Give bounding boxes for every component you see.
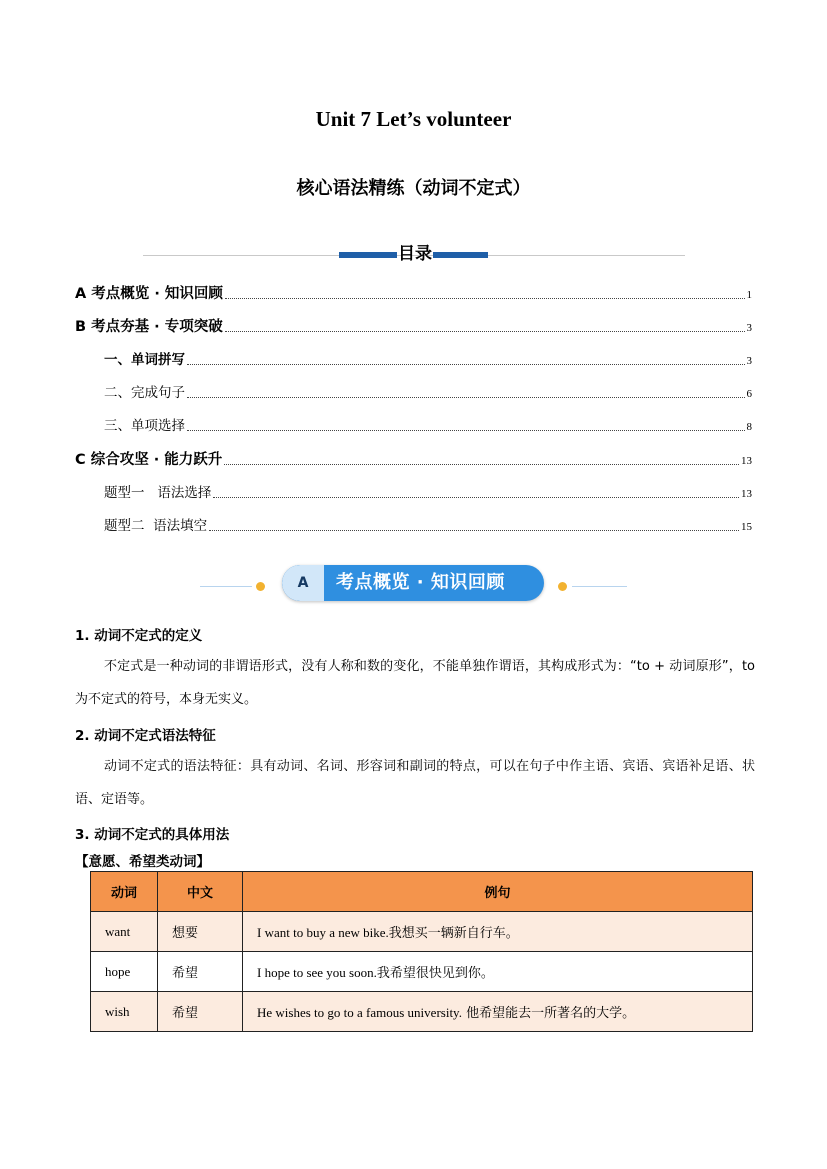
toc-entry-label: 三、单项选择 <box>104 418 185 434</box>
section-2-heading: 2. 动词不定式语法特征 <box>75 728 216 744</box>
toc-entry-page: 13 <box>741 488 752 500</box>
banner-dot-left <box>256 582 265 591</box>
toc-entry-page: 3 <box>746 322 752 334</box>
cell-chinese-text: 希望 <box>172 966 199 981</box>
example-zh: 我希望很快见到你。 <box>376 966 494 981</box>
toc-leader <box>225 330 745 332</box>
verb-group-title: 【意愿、希望类动词】 <box>75 854 210 870</box>
toc-entry-b2[interactable] <box>104 382 752 402</box>
cell-chinese-text: 希望 <box>172 1006 199 1021</box>
toc-leader <box>209 529 739 531</box>
cell-chinese-text: 想要 <box>172 926 199 941</box>
cell-example <box>243 992 753 1032</box>
toc-leader <box>187 396 745 398</box>
cell-chinese <box>158 952 243 992</box>
toc-banner <box>143 243 685 265</box>
section-2-body: 动词不定式的语法特征：具有动词、名词、形容词和副词的特点，可以在句子中作主语、宾语、宾语补足语、状语、定语等。 <box>75 759 755 807</box>
section-1-body: 不定式是一种动词的非谓语形式，没有人称和数的变化，不能单独作谓语，其构成形式为：“to + 动词原形”，to 为不定式的符号，本身无实义。 <box>75 659 755 707</box>
example-en: I hope to see you soon. <box>257 965 377 980</box>
example-zh: 我想买一辆新自行车。 <box>388 926 519 941</box>
document-subtitle: 核心语法精练（动词不定式） <box>296 178 531 199</box>
section-a-banner <box>200 565 627 605</box>
toc-entry-label: 一、单词拼写 <box>104 352 185 368</box>
toc-entry-b[interactable] <box>75 316 752 336</box>
toc-entry-a[interactable] <box>75 283 752 303</box>
banner-line-left <box>200 586 252 587</box>
cell-chinese <box>158 912 243 952</box>
document-title: Unit 7 Let’s volunteer <box>315 107 512 131</box>
section-1-heading: 1. 动词不定式的定义 <box>75 628 203 644</box>
cell-chinese <box>158 992 243 1032</box>
toc-heading: 目录 <box>398 244 432 264</box>
toc-entry-label: 二、完成句子 <box>104 385 185 401</box>
header-chinese: 中文 <box>158 872 243 912</box>
toc-entry-label: C 综合攻坚 · 能力跃升 <box>75 452 223 468</box>
banner-line-right <box>572 586 627 587</box>
toc-entry-page: 8 <box>746 421 752 433</box>
cell-verb: hope <box>91 952 158 992</box>
toc-leader <box>225 297 745 299</box>
toc-entry-label: 题型一 语法选择 <box>104 485 212 501</box>
header-example: 例句 <box>243 872 753 912</box>
example-en: He wishes to go to a famous university. <box>257 1005 462 1020</box>
toc-entry-label: A 考点概览 · 知识回顾 <box>75 286 223 302</box>
table-row <box>91 912 753 952</box>
table-row <box>91 952 753 992</box>
toc-leader <box>187 363 745 365</box>
toc-leader <box>187 429 745 431</box>
toc-entry-page: 3 <box>746 355 752 367</box>
toc-entry-b3[interactable] <box>104 415 752 435</box>
banner-letter: A <box>282 565 324 601</box>
example-zh: 他希望能去一所著名的大学。 <box>461 1006 636 1021</box>
toc-entry-page: 1 <box>746 289 752 301</box>
toc-entry-label: 题型二 语法填空 <box>104 518 208 534</box>
toc-bar-right <box>433 252 488 258</box>
toc-entry-page: 13 <box>741 455 752 467</box>
banner-dot-right <box>558 582 567 591</box>
toc-entry-c[interactable] <box>75 449 752 469</box>
toc-entry-page: 15 <box>741 521 752 533</box>
toc-entry-c2[interactable] <box>104 515 752 535</box>
toc-entry-c1[interactable] <box>104 482 752 502</box>
toc-entry-page: 6 <box>746 388 752 400</box>
table-row <box>91 992 753 1032</box>
cell-verb: wish <box>91 992 158 1032</box>
cell-verb: want <box>91 912 158 952</box>
cell-example <box>243 912 753 952</box>
toc-bar-left <box>339 252 397 258</box>
example-en: I want to buy a new bike. <box>257 925 389 940</box>
toc-entry-label: B 考点夯基 · 专项突破 <box>75 319 223 335</box>
header-verb: 动词 <box>91 872 158 912</box>
toc-entry-b1[interactable] <box>104 349 752 369</box>
section-3-heading: 3. 动词不定式的具体用法 <box>75 827 230 843</box>
banner-text: 考点概览 · 知识回顾 <box>336 572 505 593</box>
toc-leader <box>224 463 739 465</box>
banner-pill <box>282 565 544 601</box>
cell-example <box>243 952 753 992</box>
verb-table <box>90 871 753 1032</box>
table-header-row <box>91 872 753 912</box>
toc-leader <box>213 496 739 498</box>
